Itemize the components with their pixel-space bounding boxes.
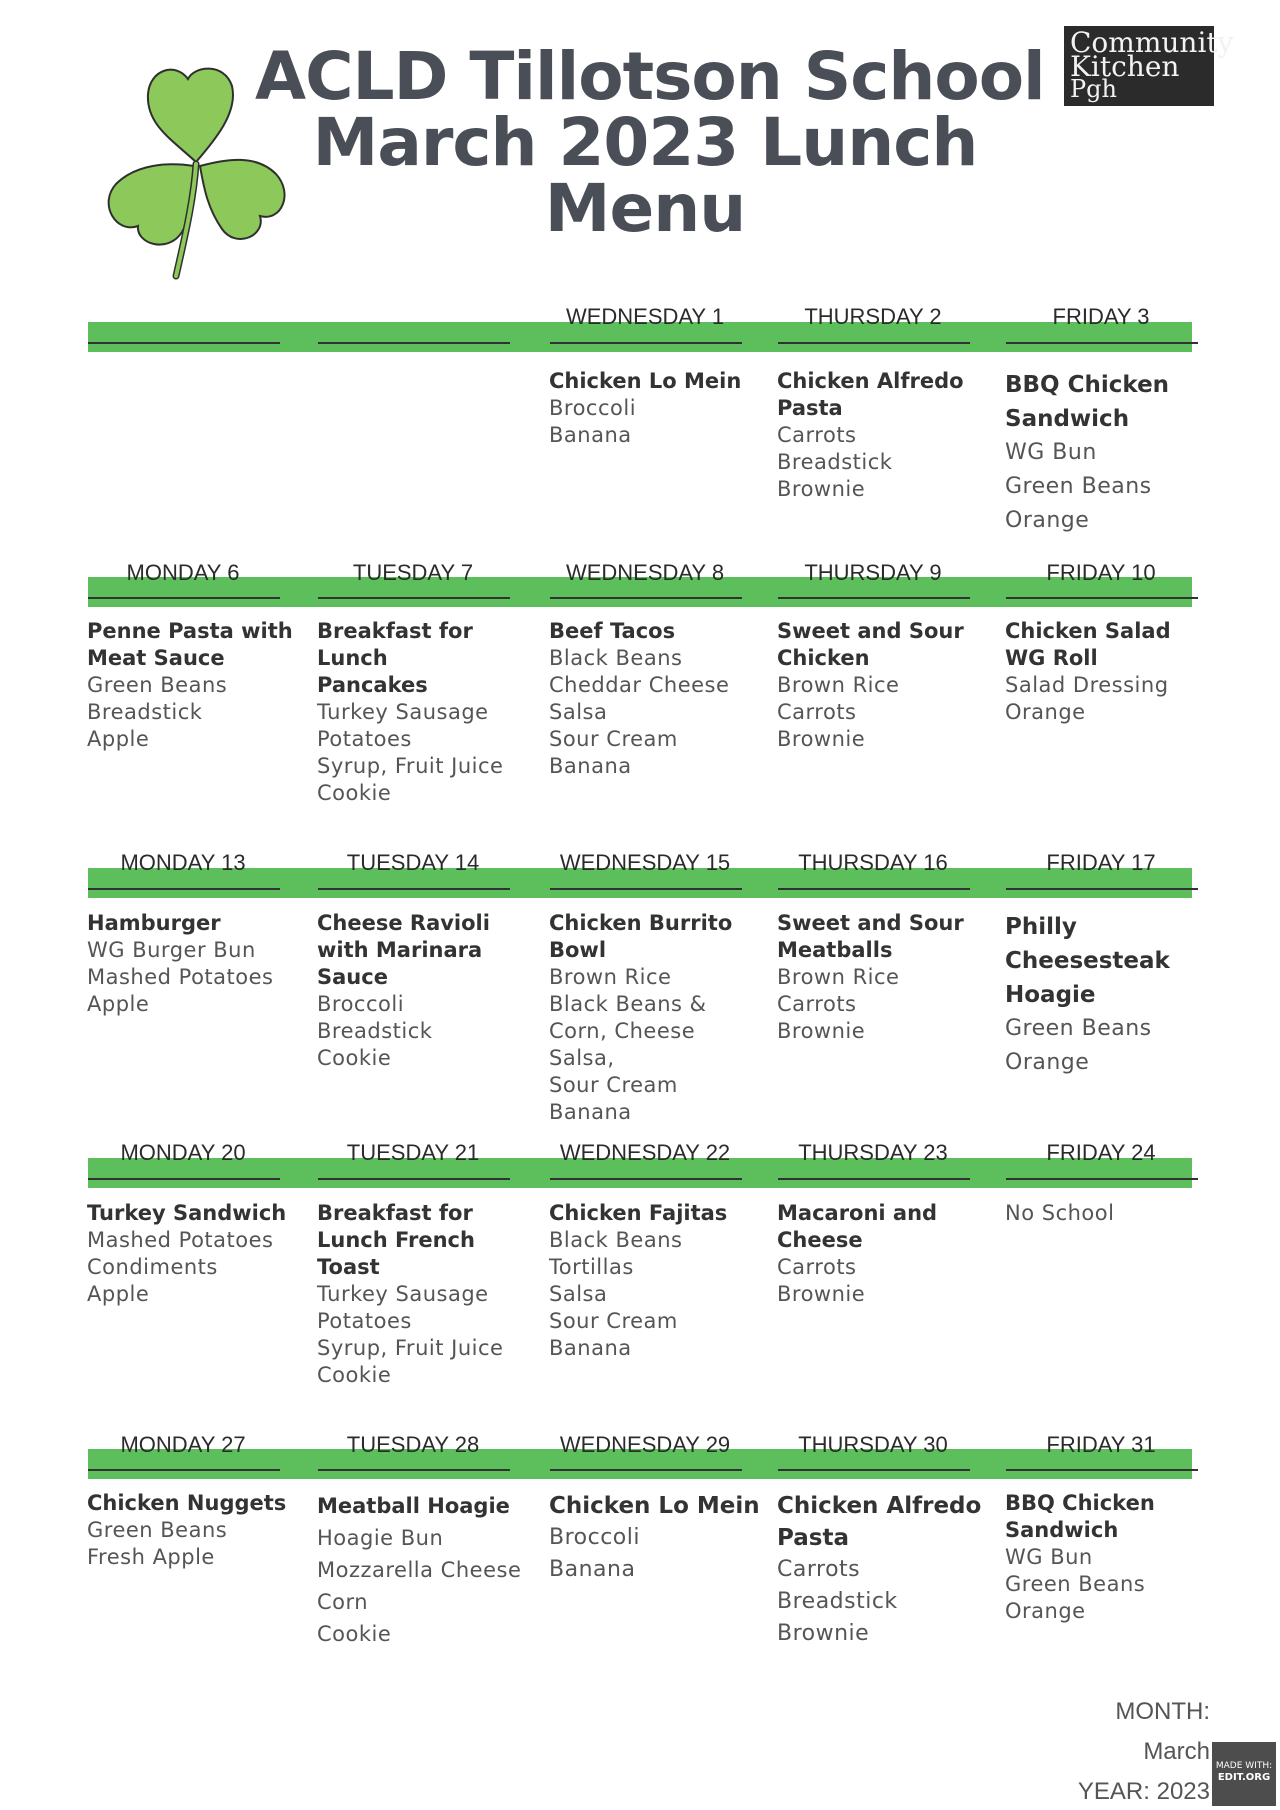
menu-cell [1005,1200,1220,1227]
side-item: Brown Rice [777,965,900,989]
side-item: Black Beans [549,646,683,670]
side-item: Brown Rice [777,673,900,697]
menu-cell [777,1490,992,1650]
menu-cell [317,910,532,1072]
side-item: Apple [87,992,150,1016]
day-underline [778,1178,970,1180]
day-underline [318,597,510,599]
side-item: Green Beans [87,673,228,697]
side-item: Mozzarella Cheese [317,1558,522,1582]
day-underline [550,342,742,344]
side-item: Green Beans [87,1518,228,1542]
day-header: FRIDAY 3 [1052,304,1150,329]
day-underline [1006,597,1198,599]
side-item: Black Beans & [549,992,707,1016]
day-header: FRIDAY 10 [1046,560,1156,585]
day-header: TUESDAY 28 [346,1432,480,1457]
side-item: Syrup, Fruit Juice [317,1336,504,1360]
badge-text: MADE WITH: [1215,1761,1273,1771]
side-item: Sour Cream [549,1073,678,1097]
day-header: TUESDAY 14 [346,850,480,875]
side-item: Carrots [777,700,857,724]
entree-line: BBQ Chicken [1005,372,1170,398]
menu-cell [317,1490,532,1650]
side-item: Potatoes [317,1309,412,1333]
day-header: THURSDAY 9 [804,560,942,585]
entree-line: Sweet and Sour [777,911,964,935]
side-item: Brownie [777,727,866,751]
side-item: WG Burger Bun [87,938,256,962]
side-item: Turkey Sausage [317,700,489,724]
entree-line: Hoagie [1005,982,1096,1008]
title-line: ACLD Tillotson School [255,38,1045,115]
entree-line: Chicken Nuggets [87,1491,287,1515]
side-item: Syrup, Fruit Juice [317,754,504,778]
menu-cell [87,618,302,753]
entree-line: Chicken [777,646,870,670]
entree-line: Pasta [777,1525,849,1551]
entree-line: Breakfast for [317,1201,473,1225]
side-item: Carrots [777,1255,857,1279]
logo-text: Pgh [1070,75,1117,103]
side-item: Salsa [549,700,608,724]
day-underline [318,1178,510,1180]
menu-cell [1005,1490,1220,1625]
side-item: WG Bun [1005,440,1097,465]
day-header: WEDNESDAY 15 [559,850,731,875]
side-item: WG Bun [1005,1545,1093,1569]
day-header: MONDAY 6 [126,560,240,585]
entree-line: Toast [317,1255,380,1279]
entree-line: Meatball Hoagie [317,1494,510,1518]
day-header: TUESDAY 21 [346,1140,480,1165]
entree-line: with Marinara [317,938,483,962]
side-item: Cookie [317,1046,392,1070]
day-underline [778,1469,970,1471]
day-header: WEDNESDAY 8 [565,560,725,585]
badge-brand: EDIT.ORG [1217,1772,1271,1783]
side-item: Salsa, [549,1046,615,1070]
side-item: Condiments [87,1255,218,1279]
entree-line: Sweet and Sour [777,619,964,643]
side-item: Green Beans [1005,474,1152,499]
side-item: Sour Cream [549,727,678,751]
side-item: Banana [549,1100,632,1124]
entree-line: Cheese [777,1228,863,1252]
entree-line: Sandwich [1005,406,1130,432]
side-item: Potatoes [317,727,412,751]
side-item: No School [1005,1201,1115,1225]
day-underline [88,888,280,890]
day-header: THURSDAY 16 [798,850,948,875]
side-item: Cookie [317,1363,392,1387]
entree-line: Chicken Alfredo [777,1493,982,1519]
menu-cell [549,368,764,449]
side-item: Apple [87,727,150,751]
side-item: Fresh Apple [87,1545,215,1569]
entree-line: WG Roll [1005,646,1098,670]
entree-line: Chicken Burrito [549,911,733,935]
day-underline [778,597,970,599]
side-item: Carrots [777,992,857,1016]
entree-line: Chicken Fajitas [549,1201,728,1225]
day-underline [1006,1178,1198,1180]
menu-cell [317,1200,532,1389]
day-header: THURSDAY 30 [798,1432,948,1457]
menu-cell [777,368,992,503]
day-underline [88,342,280,344]
entree-line: Chicken Lo Mein [549,369,742,393]
day-underline [550,1178,742,1180]
side-item: Turkey Sausage [317,1282,489,1306]
side-item: Broccoli [549,1525,640,1550]
year-label: YEAR: 2023 [1077,1778,1210,1805]
menu-cell [87,1200,302,1308]
title-line: Menu [544,170,746,247]
entree-line: Sauce [317,965,388,989]
day-underline [88,1469,280,1471]
entree-line: Meatballs [777,938,893,962]
day-underline [88,597,280,599]
side-item: Banana [549,1557,636,1582]
side-item: Cookie [317,1622,392,1646]
side-item: Sour Cream [549,1309,678,1333]
day-header: WEDNESDAY 1 [565,304,725,329]
logo-text: Community [1070,26,1234,59]
menu-cell [549,910,764,1126]
day-underline [318,1469,510,1471]
day-underline [88,1178,280,1180]
menu-cell [777,1200,992,1308]
day-underline [318,342,510,344]
menu-cell [87,910,302,1018]
menu-cell [1005,618,1220,726]
day-header: MONDAY 27 [120,1432,246,1457]
menu-cell [549,1200,764,1362]
side-item: Banana [549,423,632,447]
day-header: MONDAY 13 [120,850,246,875]
side-item: Corn, Cheese [549,1019,696,1043]
day-underline [550,597,742,599]
entree-line: Chicken Lo Mein [549,1493,760,1519]
menu-cell [549,1490,764,1586]
community-kitchen-logo [1064,26,1234,106]
logo-text: Kitchen [1070,50,1180,83]
day-underline [778,888,970,890]
side-item: Orange [1005,1050,1090,1075]
menu-cell [87,1490,302,1571]
day-header: FRIDAY 24 [1046,1140,1156,1165]
side-item: Corn [317,1590,369,1614]
entree-line: Chicken Alfredo [777,369,964,393]
side-item: Green Beans [1005,1572,1146,1596]
side-item: Cheddar Cheese [549,673,730,697]
entree-line: Hamburger [87,911,221,935]
entree-line: Chicken Salad [1005,619,1171,643]
side-item: Brownie [777,1019,866,1043]
day-header: FRIDAY 17 [1046,850,1156,875]
side-item: Brownie [777,1621,870,1646]
day-underline [550,1469,742,1471]
day-header: THURSDAY 23 [798,1140,948,1165]
side-item: Carrots [777,423,857,447]
side-item: Orange [1005,1599,1086,1623]
entree-line: Cheesesteak [1005,948,1170,974]
page-title [255,38,1045,247]
day-header: TUESDAY 7 [352,560,474,585]
side-item: Orange [1005,508,1090,533]
side-item: Broccoli [317,992,405,1016]
entree-line: Macaroni and [777,1201,938,1225]
menu-cell [549,618,764,780]
entree-line: Turkey Sandwich [87,1201,287,1225]
side-item: Tortillas [549,1255,634,1279]
side-item: Salsa [549,1282,608,1306]
entree-line: BBQ Chicken [1005,1491,1155,1515]
side-item: Breadstick [777,1589,898,1614]
entree-line: Cheese Ravioli [317,911,490,935]
entree-line: Penne Pasta with [87,619,293,643]
entree-line: Breakfast for [317,619,473,643]
side-item: Breadstick [317,1019,433,1043]
side-item: Brownie [777,477,866,501]
menu-cell [777,618,992,753]
made-with-badge[interactable] [1212,1742,1276,1806]
entree-line: Beef Tacos [549,619,676,643]
day-header: FRIDAY 31 [1046,1432,1156,1457]
side-item: Breadstick [777,450,893,474]
menu-cell [1005,910,1220,1080]
entree-line: Bowl [549,938,607,962]
side-item: Banana [549,754,632,778]
menu-cell [1005,368,1220,538]
side-item: Hoagie Bun [317,1526,444,1550]
side-item: Green Beans [1005,1016,1152,1041]
side-item: Broccoli [549,396,637,420]
side-item: Breadstick [87,700,203,724]
day-header: THURSDAY 2 [804,304,942,329]
entree-line: Meat Sauce [87,646,225,670]
entree-line: Philly [1005,914,1077,940]
side-item: Black Beans [549,1228,683,1252]
day-underline [1006,888,1198,890]
side-item: Cookie [317,781,392,805]
month-value: March [1143,1738,1210,1765]
day-underline [1006,342,1198,344]
month-label: MONTH: [1115,1698,1210,1725]
day-header: MONDAY 20 [120,1140,246,1165]
side-item: Carrots [777,1557,861,1582]
day-header: WEDNESDAY 22 [559,1140,731,1165]
side-item: Banana [549,1336,632,1360]
title-line: March 2023 Lunch [312,104,978,181]
side-item: Apple [87,1282,150,1306]
entree-line: Pancakes [317,673,428,697]
side-item: Brown Rice [549,965,672,989]
menu-cell [777,910,992,1045]
menu-cell [317,618,532,807]
day-underline [1006,1469,1198,1471]
entree-line: Lunch [317,646,388,670]
side-item: Salad Dressing [1005,673,1169,697]
entree-line: Sandwich [1005,1518,1119,1542]
day-header: WEDNESDAY 29 [559,1432,731,1457]
day-underline [550,888,742,890]
side-item: Brownie [777,1282,866,1306]
side-item: Orange [1005,700,1086,724]
side-item: Mashed Potatoes [87,1228,274,1252]
day-underline [778,342,970,344]
day-underline [318,888,510,890]
side-item: Mashed Potatoes [87,965,274,989]
entree-line: Lunch French [317,1228,475,1252]
entree-line: Pasta [777,396,843,420]
